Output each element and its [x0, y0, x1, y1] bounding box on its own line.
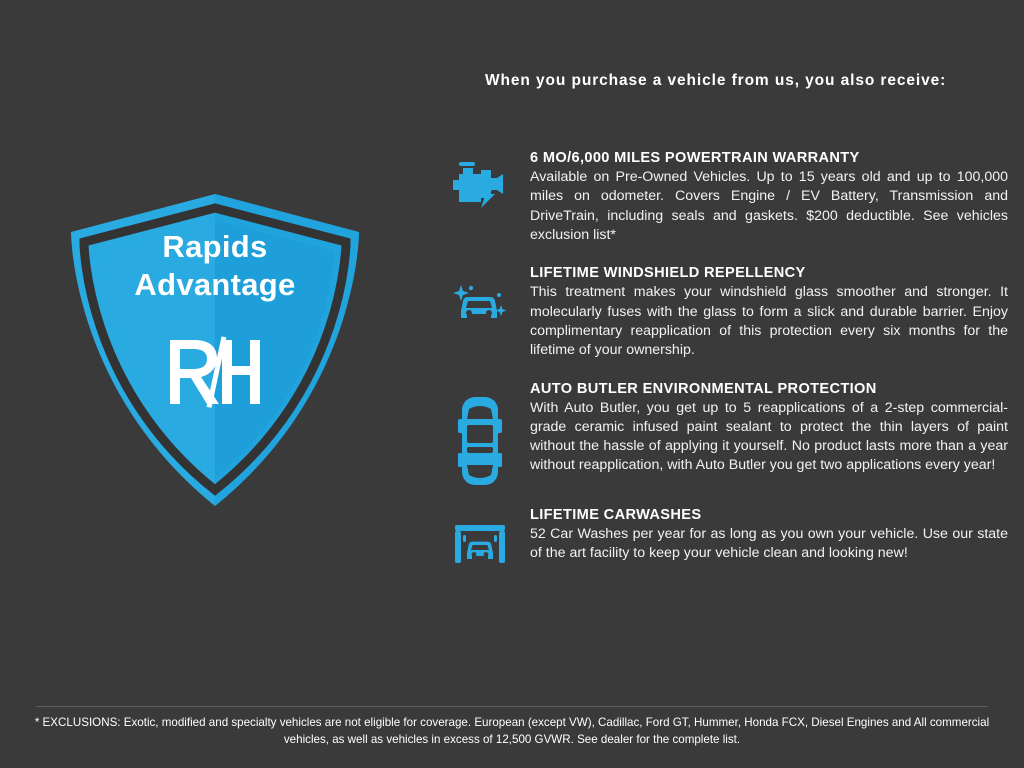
benefit-icon-slot: [430, 507, 530, 567]
sparkling-car-icon: [451, 281, 509, 327]
benefit-title: 6 MO/6,000 MILES POWERTRAIN WARRANTY: [530, 150, 860, 166]
footer-exclusions: * EXCLUSIONS: Exotic, modified and specialty vehicles are not eligible for coverage. European (except VW), Cadillac, Ford GT, Hummer, Honda FCX, Diesel Engines and All commercial vehicles, as well as vehicles in excess of 12,500 GVWR. See dealer for the complete list.: [34, 716, 990, 747]
content-panel: [430, 0, 1024, 700]
engine-icon: [451, 160, 509, 208]
benefit-title: LIFETIME CARWASHES: [530, 506, 702, 523]
benefit-item: [430, 507, 1024, 567]
benefit-body: [530, 150, 1024, 245]
page-title: When you purchase a vehicle from us, you also receive:: [485, 72, 947, 89]
shield-icon: [65, 190, 365, 510]
benefit-item: [430, 265, 1024, 360]
benefit-item: [430, 381, 1024, 487]
shield-title-line2: Advantage: [134, 266, 296, 302]
car-top-view-icon: [456, 395, 504, 487]
benefit-text: With Auto Butler, you get up to 5 reapplications of a 2-step commercial-grade ceramic infused paint sealant to protect the thin layers of paint without the hassle of applying it yourself. No product lasts more than a year without reapplication, with Auto Butler you get two applications every year!: [530, 399, 1008, 474]
carwash-icon: [449, 519, 511, 567]
benefit-text: 52 Car Washes per year for as long as you own your vehicle. Use our state of the art facility to keep your vehicle clean and looking new!: [530, 525, 1008, 561]
benefit-text: This treatment makes your windshield glass smoother and stronger. It molecularly fuses with the glass to form a slick and durable barrier. Enjoy complimentary reapplication of this protection every six months for the lifetime of your ownership.: [530, 284, 1008, 359]
benefit-title: AUTO BUTLER ENVIRONMENTAL PROTECTION: [530, 380, 877, 397]
shield-panel: [0, 0, 430, 700]
shield-graphic: [65, 190, 365, 510]
benefit-title: LIFETIME WINDSHIELD REPELLENCY: [530, 265, 806, 282]
benefit-icon-slot: [430, 150, 530, 208]
shield-title-line1: Rapids: [162, 229, 268, 264]
footer-divider: [36, 706, 988, 707]
benefit-body: [530, 507, 1024, 564]
benefit-icon-slot: [430, 381, 530, 487]
benefits-list: [430, 150, 1024, 587]
benefit-item: [430, 150, 1024, 245]
benefit-icon-slot: [430, 265, 530, 327]
benefit-body: [530, 265, 1024, 360]
benefit-text: Available on Pre-Owned Vehicles. Up to 15 years old and up to 100,000 miles on odometer. Covers Engine / EV Battery, Transmission and DriveTrain, including seals and gaskets. $200 deductible. See vehicles exclusion list*: [530, 169, 1008, 243]
benefit-body: [530, 381, 1024, 476]
